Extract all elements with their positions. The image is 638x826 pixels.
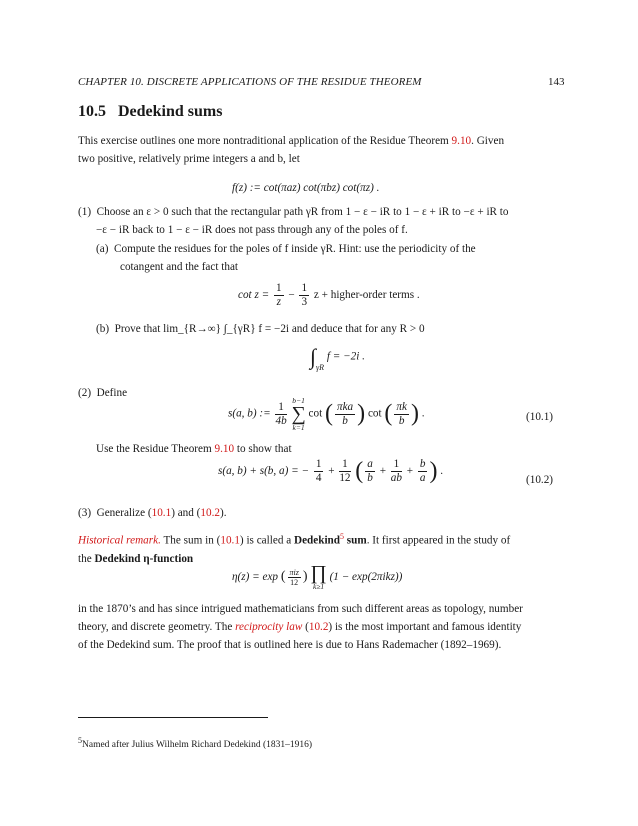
frac-den: 3	[301, 296, 308, 308]
eta-lhs: η(z) = exp	[232, 571, 279, 584]
frac-den: ab	[390, 472, 402, 484]
frac-num: 1	[275, 282, 282, 294]
closing-line2-mid: (	[302, 621, 309, 633]
frac-a-over-b	[365, 458, 375, 485]
reciprocity-law: reciprocity law	[235, 621, 303, 633]
paren-open-1: (	[324, 400, 333, 427]
frac-1-over-12	[339, 458, 350, 485]
item-2-text: Define	[96, 387, 128, 399]
equation-f: f(z) := cot(πaz) cot(πbz) cot(πz) .	[232, 182, 380, 194]
frac-num: 1	[339, 458, 350, 472]
integral-rhs: f = −2i .	[326, 350, 365, 363]
frac-num: a	[367, 458, 373, 470]
equation-ref-link-2[interactable]: 10.2	[200, 507, 220, 519]
intro-text: This exercise outlines one more nontraditional application of the Residue Theorem	[78, 135, 452, 147]
paren-close-2: )	[411, 400, 419, 427]
equation-eta	[232, 564, 402, 591]
cot-lhs: cot z =	[238, 289, 270, 302]
equation-ref-link-4[interactable]: 10.2	[308, 621, 329, 633]
footnote-marker[interactable]: 5	[340, 532, 344, 541]
item-1-label: (1)	[78, 206, 92, 218]
item-1-line1: Choose an ε > 0 such that the rectangular path γR from 1 − ε − iR to 1 − ε + iR to −ε + iR to	[96, 206, 509, 218]
paren-close-1: )	[357, 400, 366, 427]
footnote-rule	[78, 717, 268, 718]
remark-eta-function: Dedekind η-function	[94, 552, 194, 565]
frac-den: b	[367, 472, 373, 484]
eta-rhs: (1 − exp(2πikz))	[329, 571, 403, 584]
frac-den: b	[398, 414, 405, 427]
remark-text-2: ) is called a	[239, 534, 294, 547]
footnote-text: Named after Julius Wilhelm Richard Dedekind (1831–1916)	[82, 740, 313, 751]
page-number: 143	[548, 76, 565, 88]
item-2-instruction	[96, 440, 596, 458]
item-1a-line2: cotangent and the fact that	[120, 261, 239, 273]
frac-1-over-ab	[391, 458, 402, 485]
sum-upper: b−1	[292, 396, 305, 405]
item-3	[78, 504, 578, 522]
remark-sum: sum	[344, 534, 367, 547]
remark-dedekind: Dedekind	[293, 534, 340, 547]
closing-line2-end: ) is the most important and famous identity	[328, 621, 522, 633]
paren-open: (	[280, 569, 286, 585]
running-header: CHAPTER 10. DISCRETE APPLICATIONS OF THE RESIDUE THEOREM	[78, 76, 422, 88]
equation-number-10-1: (10.1)	[526, 411, 554, 423]
item-3-label: (3)	[78, 507, 92, 519]
equation-dedekind-sum	[228, 396, 425, 432]
paren-close: )	[302, 569, 308, 585]
item-1a-label: (a)	[96, 243, 109, 255]
section-heading	[78, 103, 222, 121]
frac-num: 1	[315, 458, 322, 470]
frac-den: 12	[339, 472, 351, 484]
sum-lower: k=1	[292, 423, 305, 432]
plus-sign: +	[328, 465, 335, 478]
frac-den: a	[419, 472, 426, 484]
frac-num: 1	[275, 401, 286, 415]
closing-line2: theory, and discrete geometry. The	[78, 621, 236, 633]
frac-den: 4b	[275, 414, 287, 427]
remark-lead: Historical remark.	[78, 534, 161, 547]
equation-number-10-2: (10.2)	[526, 474, 554, 486]
integral-sign: ∫	[310, 344, 317, 369]
intro-line2: two positive, relatively prime integers a and b, let	[78, 153, 300, 165]
frac-den: 12	[290, 578, 299, 587]
footnote-number: 5	[78, 736, 82, 745]
equation-cot	[238, 282, 420, 309]
cot-1: cot	[308, 407, 323, 420]
closing-paragraph	[78, 600, 564, 654]
item-1a-line1: Compute the residues for the poles of f inside γR. Hint: use the periodicity of the	[114, 243, 476, 255]
section-title: Dedekind sums	[118, 103, 223, 120]
item-2b-text: Use the Residue Theorem	[96, 443, 215, 455]
section-number: 10.5	[78, 103, 106, 120]
item-1b-line: Prove that lim_{R→∞} ∫_{γR} f = −2i and deduce that for any R > 0	[114, 323, 425, 335]
s-lhs: s(a, b) :=	[228, 407, 271, 420]
frac-den: z	[276, 296, 281, 308]
frac-den: b	[342, 414, 348, 427]
paren-close: )	[429, 458, 438, 484]
item-2b-end: to show that	[234, 443, 292, 455]
product-lower: k≥1	[312, 582, 325, 591]
frac-1-over-4	[314, 458, 324, 485]
closing-line1: in the 1870’s and has since intrigued mathematicians from such different areas as topology, number	[78, 603, 523, 615]
frac-num: πk	[396, 400, 407, 413]
equation-ref-link-1[interactable]: 10.1	[151, 507, 172, 519]
item-2-label: (2)	[78, 387, 92, 399]
item-1a	[96, 240, 566, 276]
integral-subscript: γR	[316, 362, 325, 372]
intro-text-end: . Given	[471, 135, 505, 147]
equation-integral	[310, 344, 365, 370]
item-3-end: ).	[219, 507, 227, 519]
remark-text: The sum in (	[160, 534, 221, 547]
footnote	[78, 736, 312, 750]
frac-1-over-4b	[275, 401, 286, 428]
frac-pik-over-b	[394, 401, 409, 428]
remark-line2: the	[78, 552, 95, 565]
item-3-mid: ) and (	[171, 507, 201, 519]
minus-sign: −	[288, 289, 295, 302]
item-1b-label: (b)	[96, 323, 110, 335]
frac-piiz-over-12	[288, 568, 301, 587]
eq-end: .	[440, 465, 444, 478]
closing-line3: of the Dedekind sum. The proof that is outlined here is due to Hans Rademacher (1892–1969).	[78, 639, 502, 651]
frac-num: πka	[336, 400, 354, 413]
frac-num: 1	[301, 282, 308, 294]
frac-num: b	[419, 458, 426, 470]
equation-ref-link-3[interactable]: 10.1	[220, 534, 240, 547]
frac-den: 4	[315, 472, 322, 484]
summation	[291, 396, 305, 432]
theorem-ref-link-2[interactable]: 9.10	[214, 443, 235, 455]
frac-b-over-a	[418, 458, 428, 485]
product-symbol: ∏	[310, 562, 327, 584]
frac-num: 1	[391, 458, 402, 472]
theorem-ref-link[interactable]: 9.10	[451, 135, 472, 147]
remark-text-3: . It first appeared in the study of	[366, 534, 511, 547]
eq-end: .	[421, 407, 425, 420]
frac-pika-over-b	[335, 401, 355, 428]
item-1	[78, 203, 568, 239]
item-3-text: Generalize (	[96, 507, 152, 519]
frac-1-over-3	[299, 282, 309, 309]
rec-lhs: s(a, b) + s(b, a) = −	[218, 465, 310, 478]
frac-num: πiz	[289, 568, 299, 577]
paren-open: (	[355, 458, 364, 484]
cot-2: cot	[367, 407, 382, 420]
product	[310, 564, 326, 591]
cot-rest: z + higher-order terms .	[313, 289, 420, 302]
intro-paragraph	[78, 132, 564, 168]
sum-symbol: ∑	[291, 403, 306, 425]
equation-reciprocity: s(a, b) + s(b, a) = − $\frac{1}{4}$ + $\frac{1}{12}$ ( $\frac{a}{b}$ + $\frac{1}{ab}$ + $\frac{b}{a}$ ) .	[218, 458, 444, 484]
item-1-line2: −ε − iR back to 1 − ε − iR does not pass through any of the poles of f.	[96, 224, 408, 236]
paren-open-2: (	[384, 400, 393, 427]
item-1b	[96, 320, 566, 338]
frac-1-over-z	[274, 282, 284, 309]
